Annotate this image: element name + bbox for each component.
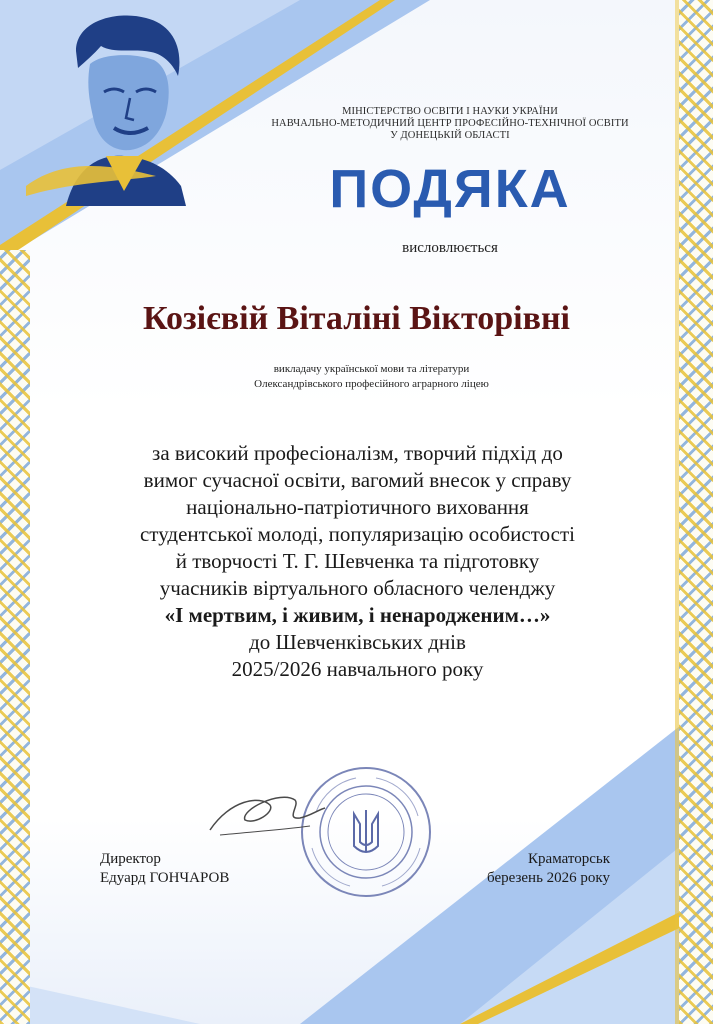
position-line-2: Олександрівського професійного аграрного ліцею	[254, 378, 489, 390]
shevchenko-portrait-logo	[6, 6, 216, 246]
body-line-4: студентської молоді, популяризацію особистості	[139, 522, 575, 546]
place-date-block	[440, 850, 610, 888]
gratitude-text	[50, 440, 665, 683]
recipient-position	[150, 362, 593, 392]
body-line-5: й творчості Т. Г. Шевченка та підготовку	[175, 549, 540, 573]
body-line-3: національно-патріотичного виховання	[186, 495, 529, 519]
right-ornament-border	[679, 0, 713, 1024]
body-line-1: за високий професіоналізм, творчий підхід до	[152, 441, 563, 465]
ministry-header	[230, 106, 670, 142]
left-ornament-border	[0, 250, 30, 1024]
director-block	[100, 850, 300, 888]
header-line-1: МІНІСТЕРСТВО ОСВІТИ І НАУКИ УКРАЇНИ	[342, 106, 558, 117]
header-line-3: У ДОНЕЦЬКІЙ ОБЛАСТІ	[390, 130, 510, 141]
body-line-2: вимог сучасної освіти, вагомий внесок у справу	[143, 468, 572, 492]
city: Краматорськ	[528, 851, 610, 867]
expresses-label: висловлюється	[402, 240, 498, 256]
director-signature	[200, 780, 330, 850]
challenge-quote: «І мертвим, і живим, і ненародженим…»	[164, 603, 551, 627]
director-name: Едуард ГОНЧАРОВ	[100, 870, 230, 886]
header-line-2: НАВЧАЛЬНО-МЕТОДИЧНИЙ ЦЕНТР ПРОФЕСІЙНО-ТЕХНІЧНОЇ ОСВІТИ	[271, 118, 629, 129]
recipient-name: Козієвій Віталіні Вікторівні	[143, 300, 570, 337]
body-line-8: до Шевченківських днів	[249, 630, 466, 654]
bottom-left-swoosh	[0, 980, 200, 1024]
director-role: Директор	[100, 851, 161, 867]
issue-date: березень 2026 року	[487, 870, 610, 886]
body-line-9: 2025/2026 навчального року	[231, 657, 484, 681]
right-gold-stripe	[675, 0, 679, 1024]
position-line-1: викладачу української мови та літератури	[273, 363, 470, 375]
certificate-title: ПОДЯКА	[329, 159, 571, 219]
body-line-6: учасників віртуального обласного челенджу	[159, 576, 556, 600]
